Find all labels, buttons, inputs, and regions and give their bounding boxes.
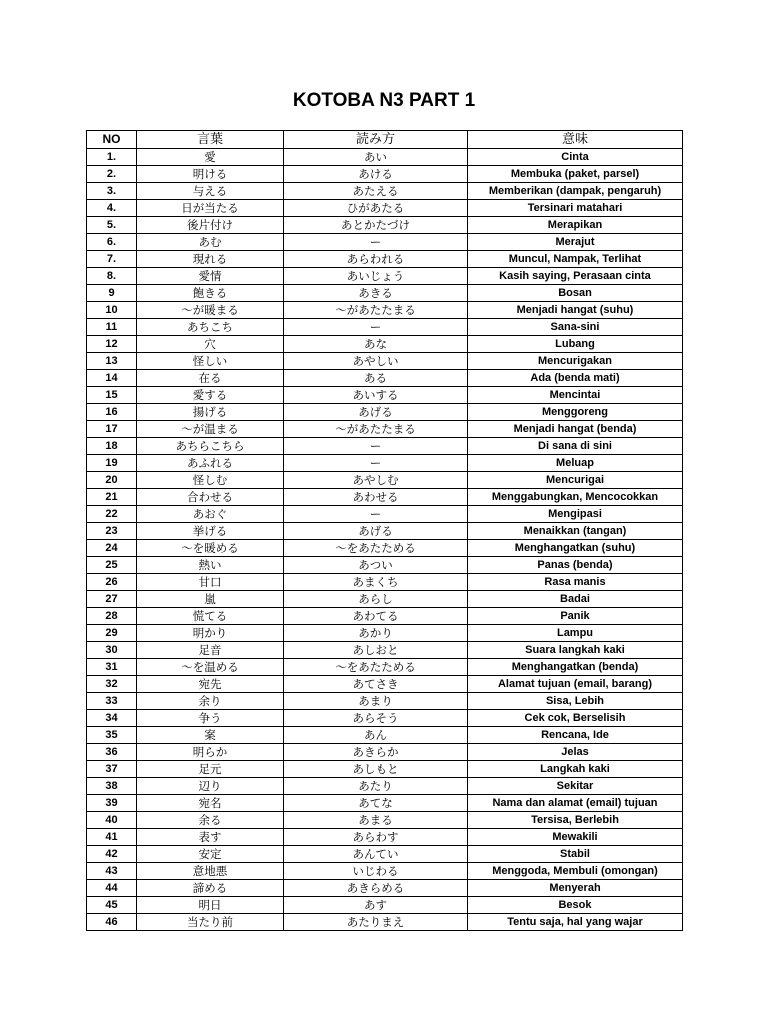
header-reading: 読み方	[284, 131, 468, 149]
header-meaning: 意味	[468, 131, 683, 149]
meaning-cell: Merapikan	[468, 217, 683, 234]
reading-cell: あらわす	[284, 829, 468, 846]
table-row	[87, 914, 683, 931]
row-number: 5.	[87, 217, 137, 234]
word-cell: あむ	[137, 234, 284, 251]
meaning-cell: Menghangatkan (benda)	[468, 659, 683, 676]
word-cell: 余る	[137, 812, 284, 829]
table-row	[87, 625, 683, 642]
row-number: 33	[87, 693, 137, 710]
meaning-cell: Sekitar	[468, 778, 683, 795]
meaning-cell: Menyerah	[468, 880, 683, 897]
meaning-cell: Menaikkan (tangan)	[468, 523, 683, 540]
row-number: 44	[87, 880, 137, 897]
row-number: 35	[87, 727, 137, 744]
row-number: 42	[87, 846, 137, 863]
reading-cell: あん	[284, 727, 468, 744]
table-row	[87, 285, 683, 302]
row-number: 34	[87, 710, 137, 727]
row-number: 27	[87, 591, 137, 608]
reading-cell: ー	[284, 506, 468, 523]
meaning-cell: Alamat tujuan (email, barang)	[468, 676, 683, 693]
reading-cell: あてな	[284, 795, 468, 812]
row-number: 32	[87, 676, 137, 693]
table-row	[87, 251, 683, 268]
reading-cell: あげる	[284, 404, 468, 421]
row-number: 19	[87, 455, 137, 472]
word-cell: 慌てる	[137, 608, 284, 625]
table-row	[87, 897, 683, 914]
table-row	[87, 659, 683, 676]
word-cell: 後片付け	[137, 217, 284, 234]
table-row	[87, 523, 683, 540]
reading-cell: あわてる	[284, 608, 468, 625]
word-cell: あおぐ	[137, 506, 284, 523]
reading-cell: あたえる	[284, 183, 468, 200]
row-number: 41	[87, 829, 137, 846]
word-cell: 日が当たる	[137, 200, 284, 217]
row-number: 39	[87, 795, 137, 812]
row-number: 46	[87, 914, 137, 931]
table-row	[87, 778, 683, 795]
reading-cell: ー	[284, 438, 468, 455]
word-cell: 在る	[137, 370, 284, 387]
reading-cell: ー	[284, 234, 468, 251]
reading-cell: あつい	[284, 557, 468, 574]
meaning-cell: Tentu saja, hal yang wajar	[468, 914, 683, 931]
reading-cell: 〜をあたためる	[284, 659, 468, 676]
reading-cell: あいする	[284, 387, 468, 404]
meaning-cell: Rasa manis	[468, 574, 683, 591]
meaning-cell: Menjadi hangat (suhu)	[468, 302, 683, 319]
word-cell: 怪しむ	[137, 472, 284, 489]
table-row	[87, 693, 683, 710]
word-cell: 余り	[137, 693, 284, 710]
reading-cell: 〜があたたまる	[284, 421, 468, 438]
table-row	[87, 421, 683, 438]
row-number: 2.	[87, 166, 137, 183]
reading-cell: あらわれる	[284, 251, 468, 268]
row-number: 21	[87, 489, 137, 506]
word-cell: 飽きる	[137, 285, 284, 302]
word-cell: 嵐	[137, 591, 284, 608]
reading-cell: あやしい	[284, 353, 468, 370]
reading-cell: あかり	[284, 625, 468, 642]
table-row	[87, 404, 683, 421]
meaning-cell: Menghangatkan (suhu)	[468, 540, 683, 557]
row-number: 23	[87, 523, 137, 540]
reading-cell: あいじょう	[284, 268, 468, 285]
meaning-cell: Jelas	[468, 744, 683, 761]
meaning-cell: Sisa, Lebih	[468, 693, 683, 710]
word-cell: あちこち	[137, 319, 284, 336]
meaning-cell: Cinta	[468, 149, 683, 166]
table-row	[87, 846, 683, 863]
meaning-cell: Tersisa, Berlebih	[468, 812, 683, 829]
meaning-cell: Meluap	[468, 455, 683, 472]
table-row	[87, 540, 683, 557]
table-row	[87, 795, 683, 812]
reading-cell: 〜があたたまる	[284, 302, 468, 319]
row-number: 38	[87, 778, 137, 795]
reading-cell: あける	[284, 166, 468, 183]
table-row	[87, 319, 683, 336]
word-cell: 辺り	[137, 778, 284, 795]
row-number: 11	[87, 319, 137, 336]
word-cell: 明日	[137, 897, 284, 914]
word-cell: 明かり	[137, 625, 284, 642]
table-row	[87, 710, 683, 727]
meaning-cell: Memberikan (dampak, pengaruh)	[468, 183, 683, 200]
table-row	[87, 149, 683, 166]
meaning-cell: Panik	[468, 608, 683, 625]
reading-cell: あたりまえ	[284, 914, 468, 931]
row-number: 43	[87, 863, 137, 880]
row-number: 37	[87, 761, 137, 778]
vocabulary-table	[86, 130, 683, 931]
meaning-cell: Bosan	[468, 285, 683, 302]
table-row	[87, 455, 683, 472]
word-cell: 足元	[137, 761, 284, 778]
table-row	[87, 642, 683, 659]
word-cell: 明ける	[137, 166, 284, 183]
row-number: 3.	[87, 183, 137, 200]
table-row	[87, 472, 683, 489]
row-number: 30	[87, 642, 137, 659]
meaning-cell: Panas (benda)	[468, 557, 683, 574]
meaning-cell: Langkah kaki	[468, 761, 683, 778]
meaning-cell: Mengipasi	[468, 506, 683, 523]
reading-cell: あきる	[284, 285, 468, 302]
table-row	[87, 761, 683, 778]
row-number: 26	[87, 574, 137, 591]
row-number: 7.	[87, 251, 137, 268]
word-cell: 安定	[137, 846, 284, 863]
table-row	[87, 608, 683, 625]
table-row	[87, 370, 683, 387]
reading-cell: あまる	[284, 812, 468, 829]
reading-cell: 〜をあたためる	[284, 540, 468, 557]
table-row	[87, 506, 683, 523]
table-row	[87, 336, 683, 353]
row-number: 31	[87, 659, 137, 676]
meaning-cell: Muncul, Nampak, Terlihat	[468, 251, 683, 268]
header-no: NO	[87, 131, 137, 149]
table-row	[87, 744, 683, 761]
reading-cell: あきらか	[284, 744, 468, 761]
reading-cell: あやしむ	[284, 472, 468, 489]
word-cell: 表す	[137, 829, 284, 846]
reading-cell: あしもと	[284, 761, 468, 778]
meaning-cell: Merajut	[468, 234, 683, 251]
table-row	[87, 166, 683, 183]
meaning-cell: Lubang	[468, 336, 683, 353]
table-row	[87, 812, 683, 829]
row-number: 10	[87, 302, 137, 319]
table-row	[87, 489, 683, 506]
meaning-cell: Badai	[468, 591, 683, 608]
header-word: 言葉	[137, 131, 284, 149]
reading-cell: あしおと	[284, 642, 468, 659]
word-cell: 諦める	[137, 880, 284, 897]
table-row	[87, 234, 683, 251]
reading-cell: あたり	[284, 778, 468, 795]
table-row	[87, 217, 683, 234]
table-row	[87, 829, 683, 846]
meaning-cell: Di sana di sini	[468, 438, 683, 455]
reading-cell: あきらめる	[284, 880, 468, 897]
row-number: 1.	[87, 149, 137, 166]
table-row	[87, 387, 683, 404]
table-row	[87, 302, 683, 319]
table-row	[87, 727, 683, 744]
word-cell: 挙げる	[137, 523, 284, 540]
meaning-cell: Stabil	[468, 846, 683, 863]
reading-cell: ある	[284, 370, 468, 387]
table-header-row	[87, 131, 683, 149]
reading-cell: ひがあたる	[284, 200, 468, 217]
word-cell: 〜を温める	[137, 659, 284, 676]
meaning-cell: Mencurigai	[468, 472, 683, 489]
meaning-cell: Besok	[468, 897, 683, 914]
table-row	[87, 438, 683, 455]
row-number: 12	[87, 336, 137, 353]
meaning-cell: Cek cok, Berselisih	[468, 710, 683, 727]
reading-cell: あとかたづけ	[284, 217, 468, 234]
word-cell: 与える	[137, 183, 284, 200]
word-cell: 合わせる	[137, 489, 284, 506]
row-number: 8.	[87, 268, 137, 285]
meaning-cell: Nama dan alamat (email) tujuan	[468, 795, 683, 812]
word-cell: 当たり前	[137, 914, 284, 931]
meaning-cell: Mewakili	[468, 829, 683, 846]
meaning-cell: Menggoda, Membuli (omongan)	[468, 863, 683, 880]
reading-cell: あげる	[284, 523, 468, 540]
table-row	[87, 676, 683, 693]
row-number: 16	[87, 404, 137, 421]
table-row	[87, 880, 683, 897]
row-number: 14	[87, 370, 137, 387]
meaning-cell: Ada (benda mati)	[468, 370, 683, 387]
word-cell: 足音	[137, 642, 284, 659]
word-cell: 愛する	[137, 387, 284, 404]
table-body	[87, 149, 683, 931]
page-title: KOTOBA N3 PART 1	[292, 90, 476, 111]
table-row	[87, 200, 683, 217]
word-cell: あふれる	[137, 455, 284, 472]
row-number: 36	[87, 744, 137, 761]
word-cell: 争う	[137, 710, 284, 727]
word-cell: 案	[137, 727, 284, 744]
table-row	[87, 183, 683, 200]
word-cell: 揚げる	[137, 404, 284, 421]
reading-cell: あまり	[284, 693, 468, 710]
reading-cell: あんてい	[284, 846, 468, 863]
table-row	[87, 268, 683, 285]
meaning-cell: Membuka (paket, parsel)	[468, 166, 683, 183]
word-cell: 〜を暖める	[137, 540, 284, 557]
word-cell: 愛	[137, 149, 284, 166]
meaning-cell: Suara langkah kaki	[468, 642, 683, 659]
meaning-cell: Mencintai	[468, 387, 683, 404]
meaning-cell: Rencana, Ide	[468, 727, 683, 744]
table-row	[87, 557, 683, 574]
row-number: 45	[87, 897, 137, 914]
reading-cell: あわせる	[284, 489, 468, 506]
table-row	[87, 591, 683, 608]
row-number: 15	[87, 387, 137, 404]
row-number: 9	[87, 285, 137, 302]
row-number: 13	[87, 353, 137, 370]
row-number: 4.	[87, 200, 137, 217]
table-row	[87, 574, 683, 591]
word-cell: 宛名	[137, 795, 284, 812]
reading-cell: あてさき	[284, 676, 468, 693]
reading-cell: ー	[284, 455, 468, 472]
word-cell: 現れる	[137, 251, 284, 268]
table-row	[87, 863, 683, 880]
word-cell: 怪しい	[137, 353, 284, 370]
row-number: 29	[87, 625, 137, 642]
word-cell: 甘口	[137, 574, 284, 591]
row-number: 25	[87, 557, 137, 574]
word-cell: 〜が暖まる	[137, 302, 284, 319]
meaning-cell: Sana-sini	[468, 319, 683, 336]
word-cell: 明らか	[137, 744, 284, 761]
reading-cell: いじわる	[284, 863, 468, 880]
meaning-cell: Lampu	[468, 625, 683, 642]
row-number: 6.	[87, 234, 137, 251]
reading-cell: あまくち	[284, 574, 468, 591]
row-number: 18	[87, 438, 137, 455]
reading-cell: あい	[284, 149, 468, 166]
reading-cell: ー	[284, 319, 468, 336]
reading-cell: あす	[284, 897, 468, 914]
word-cell: 熱い	[137, 557, 284, 574]
meaning-cell: Menggoreng	[468, 404, 683, 421]
meaning-cell: Menjadi hangat (benda)	[468, 421, 683, 438]
reading-cell: あらし	[284, 591, 468, 608]
word-cell: 愛情	[137, 268, 284, 285]
row-number: 40	[87, 812, 137, 829]
word-cell: 〜が温まる	[137, 421, 284, 438]
meaning-cell: Tersinari matahari	[468, 200, 683, 217]
row-number: 17	[87, 421, 137, 438]
reading-cell: あらそう	[284, 710, 468, 727]
word-cell: 穴	[137, 336, 284, 353]
row-number: 22	[87, 506, 137, 523]
meaning-cell: Menggabungkan, Mencocokkan	[468, 489, 683, 506]
meaning-cell: Kasih saying, Perasaan cinta	[468, 268, 683, 285]
table-row	[87, 353, 683, 370]
word-cell: 宛先	[137, 676, 284, 693]
word-cell: 意地悪	[137, 863, 284, 880]
reading-cell: あな	[284, 336, 468, 353]
row-number: 24	[87, 540, 137, 557]
row-number: 20	[87, 472, 137, 489]
row-number: 28	[87, 608, 137, 625]
meaning-cell: Mencurigakan	[468, 353, 683, 370]
word-cell: あちらこちら	[137, 438, 284, 455]
